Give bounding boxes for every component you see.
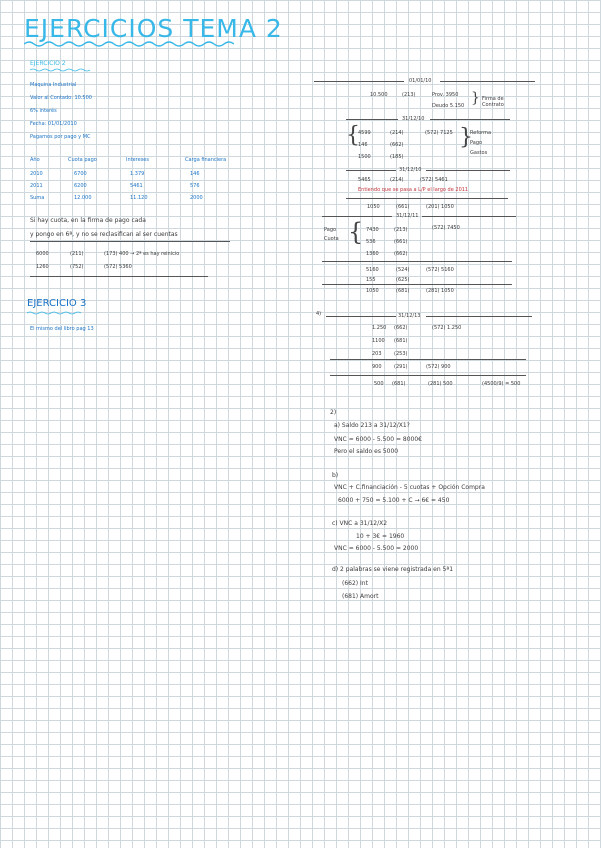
page-title: EJERCICIOS TEMA 2	[24, 14, 283, 43]
answer-d2: (681) Amort	[342, 593, 379, 600]
answer-b1: VNC + C.financiación - 5 cuotas + Opción Compra	[334, 484, 485, 491]
entry-account: (662)	[394, 251, 408, 257]
table-cell: 576	[190, 183, 200, 189]
entry-amount: 6000	[36, 251, 49, 257]
journal-line	[422, 216, 516, 217]
entry-account: (681)	[394, 338, 408, 344]
journal-line	[426, 170, 510, 171]
table-row: Suma	[30, 195, 45, 201]
entry-account: (662)	[390, 142, 404, 148]
entry-counter: Prov. 3950	[432, 92, 459, 98]
answers-label: 2)	[330, 409, 337, 416]
entry-counter: (572) 7125	[425, 130, 453, 136]
journal-line	[330, 375, 526, 376]
answer-c2: VNC = 6000 - 5.500 = 2000	[334, 545, 419, 552]
entry-counter: (281) 1050	[426, 288, 454, 294]
entry-account: (214)	[390, 177, 404, 183]
entry-counter: (572) 5160	[426, 267, 454, 273]
answer-d1: (662) Int	[342, 580, 368, 587]
heading-ejercicio-3: EJERCICIO 3	[27, 298, 87, 309]
answer-b2: 6000 + 750 = 5.100 + C → 6€ = 450	[338, 497, 450, 504]
table-header-payment: Cuota pago	[68, 157, 97, 163]
entry-account: (211)	[70, 251, 84, 257]
entry-counter: (572) 7450	[432, 225, 460, 231]
journal-line	[426, 316, 532, 317]
title-underline-wave	[24, 40, 234, 48]
entry-account: (752)	[70, 264, 84, 270]
entry-account: (681)	[396, 288, 410, 294]
entry-amount: 155	[366, 277, 376, 283]
entry-amount: 1260	[36, 264, 49, 270]
journal-line	[322, 216, 392, 217]
question-label: 4)	[316, 311, 322, 317]
journal-line	[346, 170, 396, 171]
table-header-year: Año	[30, 157, 40, 163]
entry-amount: 1050	[367, 204, 380, 210]
journal-date: 31/12/11	[396, 213, 419, 219]
entry-account: (213)	[402, 92, 416, 98]
answer-c1: 10 + 3€ = 1960	[356, 533, 405, 540]
answer-b: b)	[332, 472, 339, 479]
answer-d: d) 2 palabras se viene registrada en 5ª1	[332, 566, 454, 573]
entry-counter: (572) 1.250	[432, 325, 462, 331]
entry-amount: 7430	[366, 227, 379, 233]
divider	[30, 241, 230, 242]
entry-account: (253)	[394, 351, 408, 357]
journal-line	[330, 359, 526, 360]
brace-icon: }	[471, 90, 480, 106]
table-cell: 5461	[130, 183, 143, 189]
entry-amount: 10.500	[370, 92, 388, 98]
entry-account: (625)	[396, 277, 410, 283]
entry-account: (662)	[394, 325, 408, 331]
entry-account: (185)	[390, 154, 404, 160]
journal-line	[322, 261, 512, 262]
table-row: 2011	[30, 183, 43, 189]
entry-account: (661)	[394, 239, 408, 245]
entry-counter: (281) 500	[428, 381, 453, 387]
table-row: 2010	[30, 171, 43, 177]
ej3-line: El mismo del libro pag 13	[30, 326, 94, 332]
entry-note: Firma de Contrato	[482, 96, 504, 108]
entry-counter: (572) 5360	[104, 264, 132, 270]
entry-counter: (201) 1050	[426, 204, 454, 210]
entry-account: (213)	[394, 227, 408, 233]
table-cell: 146	[190, 171, 200, 177]
brace-icon: {	[346, 123, 360, 148]
ej2-note-2: y pongo en 6ª, y no se reclasifican al ser cuentas	[30, 231, 178, 238]
entry-amount: 1.250	[372, 325, 387, 331]
entry-amount: 203	[372, 351, 382, 357]
entry-amount: 4599	[358, 130, 371, 136]
entry-counter: Deudo 5.150	[432, 103, 465, 109]
entry-account: (661)	[396, 204, 410, 210]
brace-icon: }	[459, 125, 473, 150]
entry-amount: 5160	[366, 267, 379, 273]
entry-amount: 536	[366, 239, 376, 245]
entry-note: Pago	[324, 227, 337, 233]
entry-account: (524)	[396, 267, 410, 273]
ej2-line-4: Fecha: 01/01/2010	[30, 121, 77, 127]
ej2-note-1: Si hay cuota, en la firma de pago cada	[30, 217, 146, 224]
entry-amount: 1100	[372, 338, 385, 344]
entry-counter: (572) 5461	[420, 177, 448, 183]
entry-counter: (572) 900	[426, 364, 451, 370]
journal-line	[314, 81, 404, 82]
entry-amount: 5465	[358, 177, 371, 183]
journal-date: 31/12/10	[402, 116, 425, 122]
table-cell: 11.120	[130, 195, 148, 201]
table-header-charge: Carga financiera	[185, 157, 227, 163]
entry-note: Gastos	[470, 150, 488, 156]
table-cell: 2000	[190, 195, 203, 201]
journal-date: 31/12/10	[399, 167, 422, 173]
heading-ejercicio-2: EJERCICIO 2	[30, 60, 66, 67]
table-header-interest: Intereses	[126, 157, 149, 163]
entry-account: (681)	[392, 381, 406, 387]
answer-a2: Pero el saldo es 5000	[334, 448, 399, 455]
ej2-line-1: Maquina Industrial	[30, 82, 77, 88]
journal-line	[440, 81, 535, 82]
table-cell: 12.000	[74, 195, 92, 201]
entry-amount: 900	[372, 364, 382, 370]
entry-note: Cuota	[324, 236, 339, 242]
brace-icon: {	[348, 218, 364, 246]
table-cell: 6200	[74, 183, 87, 189]
entry-account: (291)	[394, 364, 408, 370]
answer-c: c) VNC a 31/12/X2	[332, 520, 388, 527]
divider	[30, 276, 208, 277]
entry-note: Pago	[470, 140, 483, 146]
entry-note: Reforma	[470, 130, 492, 136]
heading-underline-wave	[27, 311, 85, 315]
journal-line	[346, 198, 508, 199]
entry-counter: (173) 400 → 2ª es hay reinicio	[104, 251, 180, 257]
journal-date: 01/01/10	[409, 78, 432, 84]
journal-line	[322, 284, 512, 285]
journal-line	[346, 119, 398, 120]
journal-line	[430, 119, 510, 120]
entry-calc: (4500/9) = 500	[482, 381, 521, 387]
entry-amount: 146	[358, 142, 368, 148]
table-cell: 6700	[74, 171, 87, 177]
journal-date: 31/12/13	[398, 313, 421, 319]
ej2-line-3: 6% interés	[30, 108, 57, 114]
entry-amount: 1050	[366, 288, 379, 294]
heading-underline-wave	[30, 68, 92, 72]
red-annotation: Entiendo que se pasa a L/P el largo de 2011	[358, 187, 469, 193]
table-cell: 1.379	[130, 171, 145, 177]
entry-account: (214)	[390, 130, 404, 136]
journal-line	[326, 316, 396, 317]
answer-a: a) Saldo 213 a 31/12/X1?	[334, 422, 410, 429]
entry-amount: 500	[374, 381, 384, 387]
entry-amount: 1360	[366, 251, 379, 257]
entry-amount: 1500	[358, 154, 371, 160]
ej2-line-5: Pagamos por pago y MC	[30, 134, 91, 140]
ej2-line-2: Valor al Contado: 10.500	[30, 95, 92, 101]
answer-a1: VNC = 6000 - 5.500 = 8000€	[334, 436, 422, 443]
